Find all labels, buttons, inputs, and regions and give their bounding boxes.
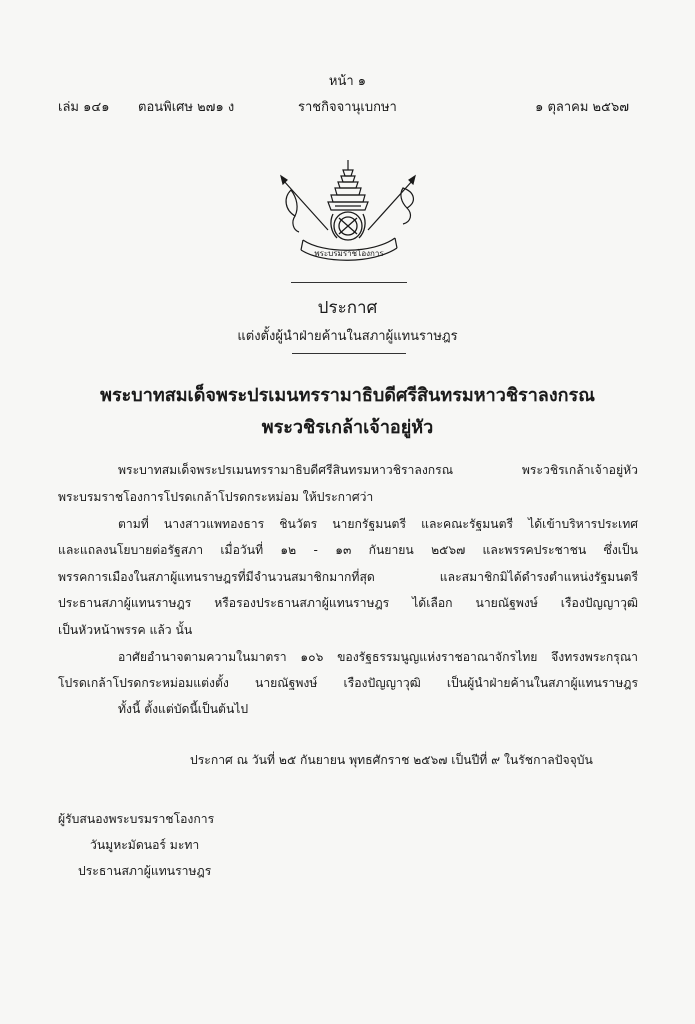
body-text-line: และแถลงนโยบายต่อรัฐสภา เมื่อวันที่ ๑๒ - ๑๓ กันยายน ๒๕๖๗ และพรรคประชาชน ซึ่งเป็น <box>58 543 638 557</box>
royal-seal-text: พระบรมราชโองการ <box>314 249 384 258</box>
volume-label: เล่ม ๑๔๑ <box>58 100 110 115</box>
publication-date: ๑ ตุลาคม ๒๕๖๗ <box>535 100 629 115</box>
given-date-line: ประกาศ ณ วันที่ ๒๕ กันยายน พุทธศักราช ๒๕๖๗ เป็นปีที่ ๙ ในรัชกาลปัจจุบัน <box>190 753 593 767</box>
publication-name: ราชกิจจานุเบกษา <box>298 100 397 115</box>
emblem-underline <box>291 282 407 283</box>
countersign-label: ผู้รับสนองพระบรมราชโองการ <box>58 812 215 826</box>
body-text-line: พระบรมราชโองการโปรดเกล้าโปรดกระหม่อม ให้ประกาศว่า <box>58 490 374 504</box>
body-text-line: พระบาทสมเด็จพระปรเมนทรรามาธิบดีศรีสินทรมหาวชิราลงกรณ พระวชิรเกล้าเจ้าอยู่หัว <box>118 463 638 477</box>
body-text-line: ตามที่ นางสาวแพทองธาร ชินวัตร นายกรัฐมนตรี และคณะรัฐมนตรี ได้เข้าบริหารประเทศ <box>118 517 638 531</box>
announcement-title: ประกาศ <box>317 298 378 318</box>
body-text-line: โปรดเกล้าโปรดกระหม่อมแต่งตั้ง นายณัฐพงษ์ เรืองปัญญาวุฒิ เป็นผู้นำฝ่ายค้านในสภาผู้แทนราษฎร <box>58 676 638 690</box>
king-name-line-1: พระบาทสมเด็จพระปรเมนทรรามาธิบดีศรีสินทรมหาวชิราลงกรณ <box>100 385 595 406</box>
body-text-line: เป็นหัวหน้าพรรค แล้ว นั้น <box>58 623 193 637</box>
signatory-name: วันมูหะมัดนอร์ มะทา <box>90 838 200 852</box>
body-text-line: ทั้งนี้ ตั้งแต่บัดนี้เป็นต้นไป <box>118 702 249 716</box>
subtitle-underline <box>292 353 406 354</box>
special-section-label: ตอนพิเศษ ๒๗๑ ง <box>138 100 235 115</box>
body-text-line: ประธานสภาผู้แทนราษฎร หรือรองประธานสภาผู้แทนราษฎร ได้เลือก นายณัฐพงษ์ เรืองปัญญาวุฒิ <box>58 596 638 610</box>
announcement-subtitle: แต่งตั้งผู้นำฝ่ายค้านในสภาผู้แทนราษฎร <box>237 329 458 344</box>
royal-seal-emblem <box>273 158 423 268</box>
body-text-line: พรรคการเมืองในสภาผู้แทนราษฎรที่มีจำนวนสมาชิกมากที่สุด และสมาชิกมิได้ดำรงตำแหน่งรัฐมนตรี <box>58 570 638 584</box>
king-name-line-2: พระวชิรเกล้าเจ้าอยู่หัว <box>261 417 434 438</box>
body-text-line: อาศัยอำนาจตามความในมาตรา ๑๐๖ ของรัฐธรรมนูญแห่งราชอาณาจักรไทย จึงทรงพระกรุณา <box>118 650 638 664</box>
page-number: หน้า ๑ <box>328 74 367 89</box>
signatory-position: ประธานสภาผู้แทนราษฎร <box>78 864 212 878</box>
